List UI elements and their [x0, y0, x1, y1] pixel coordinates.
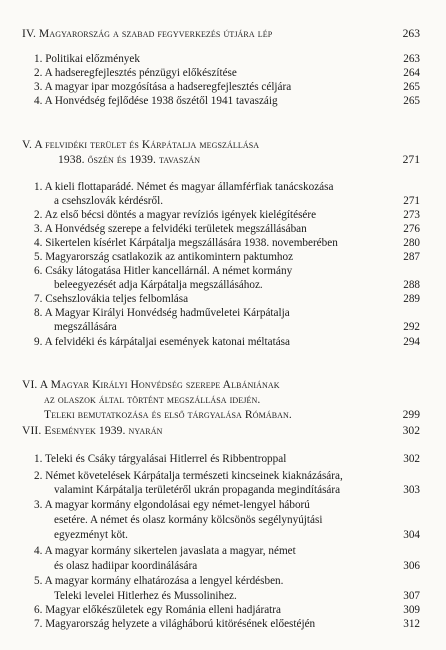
entry-text: 3. A magyar kormány elgondolásai egy német-lengyel háború [34, 499, 310, 511]
entry-text: 4. A Honvédség fejlődése 1938 őszétől 1941 tavaszáig [34, 95, 278, 107]
entry-text: valamint Kárpátalja területéről ukrán propaganda megindítására [54, 484, 341, 496]
entry-text: 7. Magyarország helyzete a világháború kitörésének előestéjén [34, 618, 316, 630]
page-number: 294 [403, 336, 420, 348]
page-number: 309 [403, 604, 420, 616]
entry-text: beleegyezését adja Kárpátalja megszállásához. [54, 279, 263, 291]
page-number: 306 [403, 560, 420, 572]
section-heading-text: Teleki bemutatkozása és első tárgyalása Rómában. [44, 408, 292, 421]
entry-text: 8. A Magyar Királyi Honvédség hadműveletei Kárpátalja [34, 307, 290, 319]
entry-text: 6. Magyar előkészületek egy Románia elleni hadjáratra [34, 604, 281, 616]
entry-text: 5. Magyarország csatlakozik az antikomintern paktumhoz [34, 251, 294, 263]
section-heading-text: az olaszok által történt megszállása idején. [44, 393, 261, 406]
page-number: 287 [403, 251, 420, 263]
page-number: 289 [403, 293, 420, 305]
entry-text: 9. A felvidéki és kárpátaljai események katonai méltatása [34, 336, 290, 348]
entry-text: Teleki levelei Hitlerhez és Mussolinihez. [54, 590, 237, 602]
page-number: 271 [402, 153, 420, 166]
entry-text: esetére. A német és olasz kormány kölcsönös segélynyújtási [54, 514, 323, 526]
entry-text: 2. A hadseregfejlesztés pénzügyi előkészítése [34, 67, 237, 79]
page-number: 263 [402, 27, 420, 40]
page-number: 288 [403, 279, 420, 291]
entry-text: a csehszlovák kérdésről. [54, 195, 164, 207]
entry-text: 4. A magyar kormány sikertelen javaslata a magyar, német [34, 545, 296, 557]
page-number: 265 [403, 81, 420, 93]
entry-text: 6. Csáky látogatása Hitler kancellárnál. A német kormány [34, 265, 293, 277]
page-number: 299 [402, 408, 420, 421]
entry-text: megszállására [54, 321, 117, 333]
section-heading-text: IV. Magyarország a szabad fegyverkezés útjára lép [22, 27, 273, 40]
section-heading-text: VII. Események 1939. nyarán [22, 424, 163, 437]
section-heading-text: V. A felvidéki terület és Kárpátalja megszállása [22, 138, 260, 151]
entry-text: 5. A magyar kormány elhatározása a lengyel kérdésben. [34, 575, 284, 587]
section-heading-text: VI. A Magyar Királyi Honvédség szerepe Albániának [22, 378, 280, 391]
entry-text: 2. Német követelések Kárpátalja természeti kincseinek kiaknázására, [34, 470, 343, 482]
page-number: 302 [403, 453, 420, 465]
entry-text: 1. Politikai előzmények [34, 53, 140, 65]
entry-text: 1. Teleki és Csáky tárgyalásai Hitlerrel és Ribbentroppal [34, 453, 287, 465]
page-number: 271 [403, 195, 420, 207]
entry-text: egyezményt köt. [54, 529, 128, 541]
page-number: 276 [403, 223, 420, 235]
entry-text: 2. Az első bécsi döntés a magyar revíziós igények kielégítésére [34, 209, 317, 221]
entry-text: 4. Sikertelen kísérlet Kárpátalja megszállására 1938. novemberében [34, 237, 338, 249]
page-number: 273 [403, 209, 420, 221]
page-number: 302 [402, 424, 420, 437]
page-number: 280 [403, 237, 420, 249]
entry-text: 7. Csehszlovákia teljes felbomlása [34, 293, 189, 305]
page-number: 307 [403, 590, 420, 602]
page-number: 292 [403, 321, 420, 333]
page-number: 303 [403, 484, 420, 496]
page-number: 264 [403, 67, 420, 79]
section-heading-text: 1938. őszén és 1939. tavaszán [58, 153, 201, 166]
entry-text: és olasz hadiipar koordinálására [54, 560, 198, 572]
entry-text: 1. A kieli flottaparádé. Német és magyar államférfiak tanácskozása [34, 181, 334, 193]
entry-text: 3. A magyar ipar mozgósítása a hadseregfejlesztés céljára [34, 81, 292, 93]
page-number: 304 [403, 529, 420, 541]
page-number: 312 [403, 618, 420, 630]
page-number: 263 [403, 53, 420, 65]
entry-text: 3. A Honvédség szerepe a felvidéki területek megszállásában [34, 223, 307, 235]
page-number: 265 [403, 95, 420, 107]
